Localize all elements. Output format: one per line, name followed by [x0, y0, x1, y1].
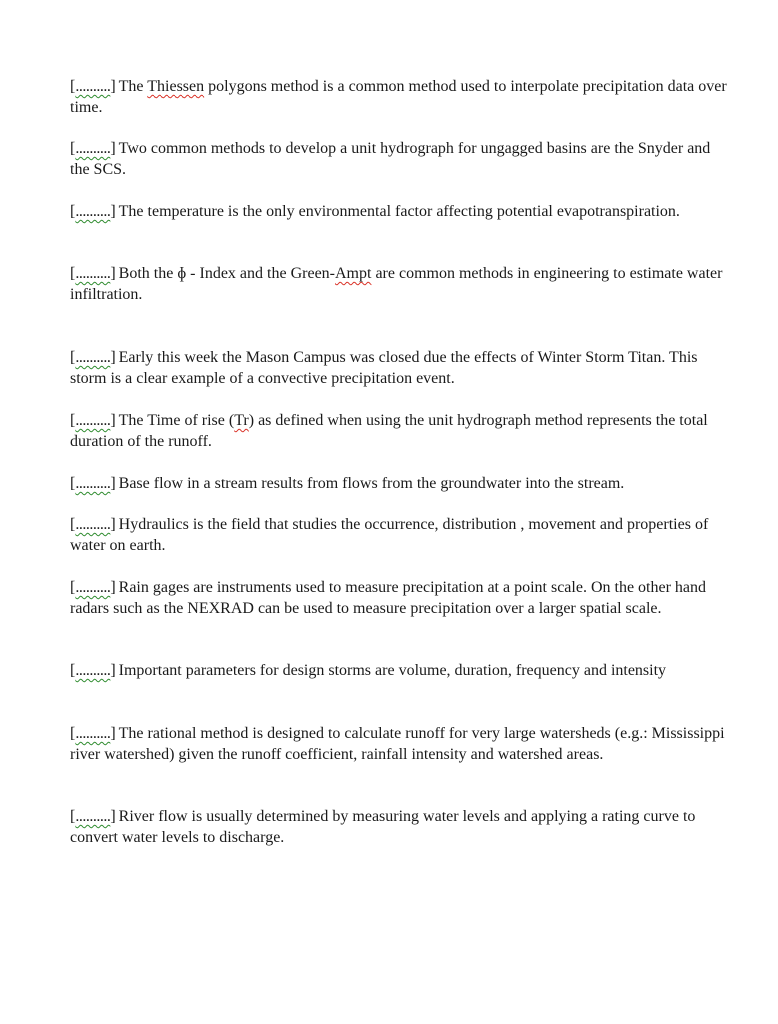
blank-open-bracket: [	[70, 662, 76, 679]
statement-text-cont: ) as defined when using the unit hydrograph method represents the total duration of the runoff.	[70, 412, 708, 450]
answer-blank-8[interactable]	[70, 514, 116, 535]
blank-dots: ..........	[75, 140, 111, 157]
blank-dots: ..........	[75, 516, 111, 533]
answer-blank-4[interactable]	[70, 263, 116, 284]
blank-dots: ..........	[75, 203, 111, 220]
blank-dots: ..........	[75, 349, 111, 366]
blank-dots: ..........	[75, 78, 111, 95]
blank-open-bracket: [	[70, 516, 76, 533]
statement-text: Two common methods to develop a unit hydrograph for ungagged basins are the Snyder and the SCS.	[70, 140, 711, 178]
answer-blank-1[interactable]	[70, 76, 116, 97]
blank-close-bracket: ]	[110, 78, 116, 95]
answer-blank-6[interactable]	[70, 410, 116, 431]
statement-text-cont: are common methods in engineering to estimate water infiltration.	[70, 265, 723, 303]
blank-open-bracket: [	[70, 475, 76, 492]
blank-open-bracket: [	[70, 203, 76, 220]
statement-1	[70, 76, 730, 118]
statement-2	[70, 138, 730, 180]
statement-text: The temperature is the only environmental factor affecting potential evapotranspiration.	[118, 203, 680, 220]
statement-8	[70, 514, 730, 556]
statement-3	[70, 201, 730, 222]
statement-text: Both the ɸ - Index and the Green-	[118, 265, 335, 282]
blank-dots: ..........	[75, 265, 111, 282]
statement-text: Early this week the Mason Campus was closed due the effects of Winter Storm Titan. This storm is a clear example of a convective precipitation event.	[70, 349, 698, 387]
statement-4	[70, 263, 730, 305]
blank-close-bracket: ]	[110, 265, 116, 282]
blank-open-bracket: [	[70, 78, 76, 95]
blank-close-bracket: ]	[110, 349, 116, 366]
blank-close-bracket: ]	[110, 475, 116, 492]
blank-close-bracket: ]	[110, 140, 116, 157]
statement-12	[70, 806, 730, 848]
blank-dots: ..........	[75, 725, 111, 742]
blank-open-bracket: [	[70, 579, 76, 596]
statement-text: Base flow in a stream results from flows from the groundwater into the stream.	[118, 475, 625, 492]
answer-blank-12[interactable]	[70, 806, 116, 827]
blank-close-bracket: ]	[110, 516, 116, 533]
spellcheck-flagged-word[interactable]: Tr	[234, 412, 249, 429]
blank-open-bracket: [	[70, 808, 76, 825]
blank-close-bracket: ]	[110, 662, 116, 679]
answer-blank-9[interactable]	[70, 577, 116, 598]
blank-open-bracket: [	[70, 140, 76, 157]
answer-blank-2[interactable]	[70, 138, 116, 159]
statement-text: Important parameters for design storms are volume, duration, frequency and intensity	[118, 662, 667, 679]
blank-open-bracket: [	[70, 725, 76, 742]
statement-text: River flow is usually determined by measuring water levels and applying a rating curve to convert water levels to discharge.	[70, 808, 696, 846]
statement-text: The rational method is designed to calculate runoff for very large watersheds (e.g.: Mississippi river watershed) given the runoff coefficient, rainfall intensity and watershed areas.	[70, 725, 725, 763]
statement-text-cont: polygons method is a common method used to interpolate precipitation data over time.	[70, 78, 727, 116]
statement-10	[70, 660, 730, 681]
statement-text: The	[118, 78, 148, 95]
blank-open-bracket: [	[70, 265, 76, 282]
statement-11	[70, 723, 730, 765]
blank-close-bracket: ]	[110, 579, 116, 596]
spellcheck-flagged-word[interactable]: Thiessen	[147, 78, 205, 95]
blank-close-bracket: ]	[110, 203, 116, 220]
statement-text: The Time of rise (	[118, 412, 235, 429]
blank-open-bracket: [	[70, 349, 76, 366]
answer-blank-7[interactable]	[70, 473, 116, 494]
blank-close-bracket: ]	[110, 412, 116, 429]
answer-blank-3[interactable]	[70, 201, 116, 222]
blank-dots: ..........	[75, 808, 111, 825]
answer-blank-10[interactable]	[70, 660, 116, 681]
statement-9	[70, 577, 730, 619]
spellcheck-flagged-word[interactable]: Ampt	[335, 265, 372, 282]
blank-dots: ..........	[75, 412, 111, 429]
blank-dots: ..........	[75, 579, 111, 596]
statement-6	[70, 410, 730, 452]
statement-text: Rain gages are instruments used to measure precipitation at a point scale. On the other hand radars such as the NEXRAD can be used to measure precipitation over a larger spatial scale.	[70, 579, 707, 617]
blank-close-bracket: ]	[110, 725, 116, 742]
blank-close-bracket: ]	[110, 808, 116, 825]
statement-text: Hydraulics is the field that studies the occurrence, distribution , movement and properties of water on earth.	[70, 516, 709, 554]
statement-7	[70, 473, 730, 494]
blank-open-bracket: [	[70, 412, 76, 429]
statement-5	[70, 347, 730, 389]
answer-blank-5[interactable]	[70, 347, 116, 368]
blank-dots: ..........	[75, 475, 111, 492]
blank-dots: ..........	[75, 662, 111, 679]
answer-blank-11[interactable]	[70, 723, 116, 744]
